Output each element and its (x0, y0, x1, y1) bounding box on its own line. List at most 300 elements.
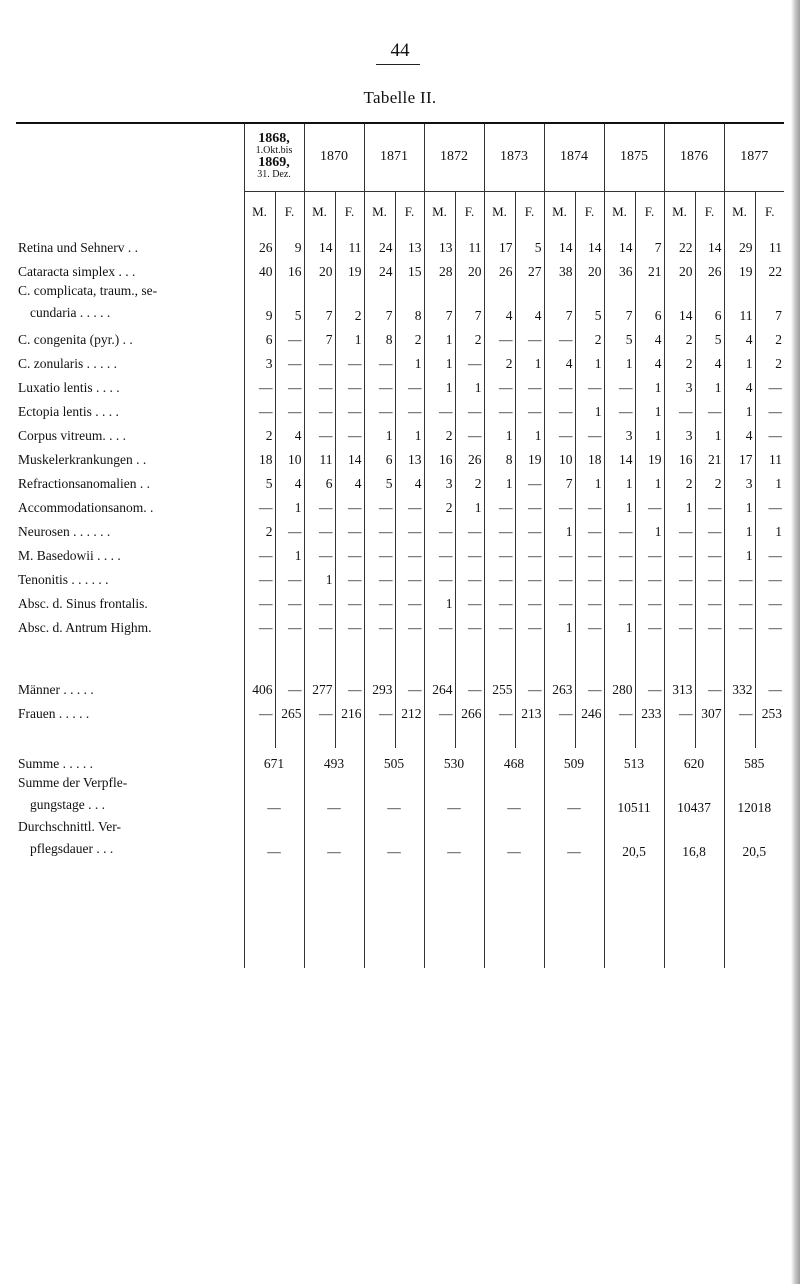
spacer-cell (484, 636, 515, 674)
year-total-cell: 10511 (604, 772, 664, 816)
table-cell: — (515, 540, 544, 564)
year-header-1875: 1875 (604, 123, 664, 191)
year-total-cell: — (364, 772, 424, 816)
spacer-cell (395, 722, 424, 748)
table-cell: — (724, 612, 755, 636)
table-cell: — (484, 372, 515, 396)
row-label: C. congenita (pyr.) . . (18, 331, 133, 347)
spacer-cell (304, 860, 364, 968)
row-label: Retina und Sehnerv . . (18, 239, 138, 255)
table-cell: — (515, 612, 544, 636)
maenner-row (16, 674, 784, 698)
table-cell: 21 (695, 444, 724, 468)
table-cell: 2 (424, 420, 455, 444)
table-cell: 6 (695, 280, 724, 324)
table-cell: — (275, 564, 304, 588)
table-cell: 4 (544, 348, 575, 372)
table-cell: 4 (275, 468, 304, 492)
spacer-cell (16, 722, 244, 748)
spacer-cell (724, 722, 755, 748)
spacer-cell (484, 860, 544, 968)
table-cell: 7 (604, 280, 635, 324)
table-cell: — (395, 612, 424, 636)
table-cell: 1 (515, 420, 544, 444)
table-cell: — (304, 588, 335, 612)
year-total-cell: 10437 (664, 772, 724, 816)
table-cell: 1 (395, 348, 424, 372)
table-cell: 1 (424, 588, 455, 612)
table-cell: — (695, 492, 724, 516)
table-cell: — (364, 348, 395, 372)
table-cell: 14 (544, 232, 575, 256)
spacer-cell (755, 722, 784, 748)
table-cell: — (455, 540, 484, 564)
table-cell: — (244, 612, 275, 636)
table-cell: 10 (544, 444, 575, 468)
spacer-cell (244, 722, 275, 748)
table-cell: — (695, 612, 724, 636)
table-cell: 1 (635, 396, 664, 420)
spacer-cell (395, 636, 424, 674)
table-cell: 1 (604, 612, 635, 636)
table-cell: 20 (304, 256, 335, 280)
table-cell: — (695, 564, 724, 588)
table-cell: 4 (635, 324, 664, 348)
spacer-cell (275, 722, 304, 748)
table-cell: 1 (755, 516, 784, 540)
table-cell: 7 (544, 280, 575, 324)
table-cell: — (335, 348, 364, 372)
table-cell: — (575, 612, 604, 636)
table-cell: — (604, 698, 635, 722)
sex-header-f: F. (455, 191, 484, 232)
spacer-cell (575, 636, 604, 674)
table-cell: 14 (604, 444, 635, 468)
table-cell: 20 (664, 256, 695, 280)
table-cell: 2 (695, 468, 724, 492)
row-label: Ectopia lentis . . . . (18, 403, 119, 419)
table-cell: 5 (575, 280, 604, 324)
row-label: Absc. d. Sinus frontalis. (18, 595, 148, 611)
table-cell: — (424, 540, 455, 564)
table-cell: 16 (424, 444, 455, 468)
table-cell: 26 (695, 256, 724, 280)
table-cell: 2 (664, 348, 695, 372)
table-cell: — (275, 372, 304, 396)
table-cell: 38 (544, 256, 575, 280)
table-cell: 1 (635, 468, 664, 492)
table-cell: 4 (335, 468, 364, 492)
table-cell: — (755, 420, 784, 444)
spacer-cell (664, 636, 695, 674)
table-cell: 1 (695, 420, 724, 444)
year-header-1874: 1874 (544, 123, 604, 191)
table-cell: 36 (604, 256, 635, 280)
year-total-cell: 671 (244, 748, 304, 772)
statistics-table (16, 122, 784, 968)
table-cell: — (635, 674, 664, 698)
table-cell: 1 (635, 372, 664, 396)
table-cell: 307 (695, 698, 724, 722)
table-cell: — (364, 396, 395, 420)
spacer-cell (724, 860, 784, 968)
bottom-padding-row (16, 860, 784, 968)
table-cell: 4 (635, 348, 664, 372)
row-label: Männer . . . . . (18, 681, 94, 697)
table-cell: — (424, 396, 455, 420)
spacer-cell (275, 636, 304, 674)
year-total-cell: — (364, 816, 424, 860)
verpflegsdauer-row (16, 816, 784, 860)
table-cell: — (755, 674, 784, 698)
table-cell: 13 (424, 232, 455, 256)
row-label: Refractionsanomalien . . (18, 475, 150, 491)
table-cell: — (335, 540, 364, 564)
spacer-cell (695, 636, 724, 674)
table-cell: 1 (635, 420, 664, 444)
table-cell: 3 (604, 420, 635, 444)
table-cell: 27 (515, 256, 544, 280)
table-row (16, 444, 784, 468)
table-cell: 4 (275, 420, 304, 444)
table-cell: 19 (515, 444, 544, 468)
table-cell: 14 (664, 280, 695, 324)
table-cell: 1 (724, 516, 755, 540)
table-cell: 253 (755, 698, 784, 722)
spacer-cell (364, 636, 395, 674)
row-label: Neurosen . . . . . . (18, 523, 111, 539)
table-cell: 5 (244, 468, 275, 492)
table-cell: — (664, 588, 695, 612)
table-cell: 8 (395, 280, 424, 324)
spacer-cell (335, 722, 364, 748)
table-cell: 4 (724, 372, 755, 396)
spacer-cell (364, 860, 424, 968)
table-cell: — (664, 540, 695, 564)
table-cell: — (575, 492, 604, 516)
table-row (16, 232, 784, 256)
table-cell: 1 (724, 492, 755, 516)
page-edge-shadow (791, 0, 800, 1284)
spacer-cell (335, 636, 364, 674)
sex-header-f: F. (695, 191, 724, 232)
table-cell: — (304, 612, 335, 636)
row-label-line: Durchschnittl. Ver- (18, 818, 121, 834)
table-cell: — (455, 516, 484, 540)
table-cell: 2 (455, 324, 484, 348)
table-cell: 1 (395, 420, 424, 444)
spacer-cell (424, 860, 484, 968)
year-total-cell: — (544, 816, 604, 860)
table-cell: — (515, 564, 544, 588)
spacer-cell (755, 636, 784, 674)
table-cell: 16 (275, 256, 304, 280)
row-label-line: pflegsdauer . . . (30, 840, 114, 856)
year-header-1877: 1877 (724, 123, 784, 191)
table-cell: 265 (275, 698, 304, 722)
table-cell: — (304, 492, 335, 516)
table-cell: — (335, 492, 364, 516)
table-cell: — (335, 564, 364, 588)
table-cell: 5 (275, 280, 304, 324)
year-total-cell: 530 (424, 748, 484, 772)
table-cell: — (575, 372, 604, 396)
table-title: Tabelle II. (363, 88, 437, 107)
table-cell: 2 (455, 468, 484, 492)
table-cell: — (544, 564, 575, 588)
table-cell: 16 (664, 444, 695, 468)
table-cell: 18 (575, 444, 604, 468)
table-cell: 1 (335, 324, 364, 348)
table-cell: 1 (664, 492, 695, 516)
table-cell: 264 (424, 674, 455, 698)
table-cell: 1 (724, 348, 755, 372)
table-cell: — (455, 564, 484, 588)
table-cell: — (244, 372, 275, 396)
table-cell: — (484, 396, 515, 420)
table-cell: — (455, 674, 484, 698)
table-cell: 3 (724, 468, 755, 492)
table-cell: — (755, 492, 784, 516)
frauen-row (16, 698, 784, 722)
sex-header-m: M. (604, 191, 635, 232)
table-cell: — (635, 612, 664, 636)
table-cell: 3 (664, 372, 695, 396)
table-cell: — (484, 516, 515, 540)
table-cell: — (575, 420, 604, 444)
table-cell: — (335, 588, 364, 612)
row-label: Accommodationsanom. . (18, 499, 154, 515)
table-cell: — (544, 324, 575, 348)
label-header-cell (16, 123, 244, 191)
row-label: Corpus vitreum. . . . (18, 427, 126, 443)
table-cell: — (424, 564, 455, 588)
spacer-cell (515, 636, 544, 674)
table-cell: 6 (244, 324, 275, 348)
table-cell: 1 (484, 468, 515, 492)
table-cell: 1 (724, 540, 755, 564)
table-cell: — (664, 612, 695, 636)
table-cell: — (364, 588, 395, 612)
table-cell: 406 (244, 674, 275, 698)
table-row (16, 492, 784, 516)
table-cell: — (635, 492, 664, 516)
table-cell: — (275, 348, 304, 372)
sex-header-m: M. (664, 191, 695, 232)
table-cell: — (755, 372, 784, 396)
year-total-cell: 509 (544, 748, 604, 772)
table-cell: — (604, 396, 635, 420)
table-row (16, 588, 784, 612)
table-cell: — (395, 564, 424, 588)
table-cell: — (364, 564, 395, 588)
table-cell: — (244, 492, 275, 516)
row-label: Frauen . . . . . (18, 705, 90, 721)
table-cell: — (724, 564, 755, 588)
table-row (16, 256, 784, 280)
spacer-cell (304, 722, 335, 748)
table-cell: 7 (364, 280, 395, 324)
year-total-cell: 12018 (724, 772, 784, 816)
table-cell: 1 (484, 420, 515, 444)
table-cell: — (515, 674, 544, 698)
year-total-cell: 505 (364, 748, 424, 772)
table-cell: 4 (515, 280, 544, 324)
table-cell: 7 (544, 468, 575, 492)
year-total-cell: 20,5 (724, 816, 784, 860)
sex-header-row (16, 191, 784, 232)
table-row (16, 420, 784, 444)
table-cell: — (544, 492, 575, 516)
table-cell: 4 (484, 280, 515, 324)
table-cell: — (515, 588, 544, 612)
row-label: Summe . . . . . (18, 755, 94, 771)
table-cell: — (755, 396, 784, 420)
table-cell: — (575, 674, 604, 698)
year-header-1871: 1871 (364, 123, 424, 191)
table-cell: 1 (575, 348, 604, 372)
table-cell: 14 (575, 232, 604, 256)
year-header-row (16, 123, 784, 191)
table-cell: — (604, 516, 635, 540)
spacer-cell (635, 722, 664, 748)
table-cell: 3 (664, 420, 695, 444)
table-cell: — (544, 698, 575, 722)
table-cell: — (755, 564, 784, 588)
table-row (16, 564, 784, 588)
table-cell: 2 (395, 324, 424, 348)
table-cell: 5 (364, 468, 395, 492)
table-cell: — (364, 372, 395, 396)
spacer-cell (16, 860, 244, 968)
table-cell: 9 (275, 232, 304, 256)
spacer-cell (304, 636, 335, 674)
year-total-cell: — (424, 772, 484, 816)
table-cell: 13 (395, 444, 424, 468)
table-cell: — (484, 540, 515, 564)
table-cell: — (395, 492, 424, 516)
table-cell: — (395, 396, 424, 420)
spacer-cell (635, 636, 664, 674)
table-cell: 2 (755, 324, 784, 348)
table-cell: 28 (424, 256, 455, 280)
table-cell: — (484, 324, 515, 348)
table-cell: — (664, 564, 695, 588)
table-cell: 6 (635, 280, 664, 324)
table-cell: 5 (604, 324, 635, 348)
table-cell: 2 (244, 420, 275, 444)
table-cell: — (275, 674, 304, 698)
table-cell: — (244, 588, 275, 612)
table-cell: 293 (364, 674, 395, 698)
table-cell: — (515, 492, 544, 516)
table-cell: 20 (455, 256, 484, 280)
table-cell: 13 (395, 232, 424, 256)
year-total-cell: 468 (484, 748, 544, 772)
table-cell: — (275, 324, 304, 348)
table-cell: — (424, 612, 455, 636)
table-cell: 26 (244, 232, 275, 256)
table-cell: — (304, 516, 335, 540)
table-cell: 4 (724, 324, 755, 348)
table-cell: 1 (424, 372, 455, 396)
sex-header-f: F. (635, 191, 664, 232)
sex-header-f: F. (515, 191, 544, 232)
table-cell: — (724, 698, 755, 722)
row-label (16, 280, 244, 324)
table-cell: 246 (575, 698, 604, 722)
year-total-cell: 513 (604, 748, 664, 772)
table-cell: 24 (364, 256, 395, 280)
year-total-cell: — (244, 772, 304, 816)
sex-header-f: F. (335, 191, 364, 232)
table-cell: 22 (755, 256, 784, 280)
row-label: C. zonularis . . . . . (18, 355, 117, 371)
spacer-cell (244, 636, 275, 674)
table-cell: 263 (544, 674, 575, 698)
table-cell: 7 (755, 280, 784, 324)
row-label-line: cundaria . . . . . (30, 304, 111, 320)
table-cell: 1 (575, 396, 604, 420)
table-cell: — (364, 612, 395, 636)
year-total-cell: — (304, 816, 364, 860)
table-cell: 1 (604, 468, 635, 492)
table-cell: 14 (335, 444, 364, 468)
table-cell: 1 (304, 564, 335, 588)
table-cell: — (664, 516, 695, 540)
table-row (16, 612, 784, 636)
page-number: 44 (390, 40, 410, 61)
table-cell: — (484, 588, 515, 612)
table-row (16, 540, 784, 564)
table-cell: 216 (335, 698, 364, 722)
table-cell: — (755, 612, 784, 636)
table-cell: 233 (635, 698, 664, 722)
table-cell: 1 (424, 324, 455, 348)
table-cell: — (244, 396, 275, 420)
table-cell: — (335, 396, 364, 420)
table-cell: — (335, 372, 364, 396)
table-cell: — (275, 396, 304, 420)
table-cell: — (455, 348, 484, 372)
row-label (16, 772, 244, 816)
spacer-cell (544, 636, 575, 674)
table-cell: 1 (695, 372, 724, 396)
spacer-cell (424, 636, 455, 674)
year-header-1868: 1868, 1.Okt.bis 1869, 31. Dez. (244, 123, 304, 191)
table-cell: — (604, 372, 635, 396)
table-cell: — (755, 540, 784, 564)
table-cell: 1 (755, 468, 784, 492)
sex-header-m: M. (244, 191, 275, 232)
table-cell: 19 (724, 256, 755, 280)
table-cell: — (364, 492, 395, 516)
year-header-1870: 1870 (304, 123, 364, 191)
table-cell: — (395, 588, 424, 612)
table-cell: — (364, 698, 395, 722)
table-cell: — (604, 564, 635, 588)
table-cell: — (575, 564, 604, 588)
table-cell: — (244, 698, 275, 722)
table-cell: 14 (695, 232, 724, 256)
spacer-cell (244, 860, 304, 968)
year-total-cell: — (484, 772, 544, 816)
table-cell: — (484, 612, 515, 636)
table-cell: 11 (755, 232, 784, 256)
spacer-cell (544, 860, 604, 968)
table-cell: — (575, 588, 604, 612)
spacer-cell (664, 860, 724, 968)
